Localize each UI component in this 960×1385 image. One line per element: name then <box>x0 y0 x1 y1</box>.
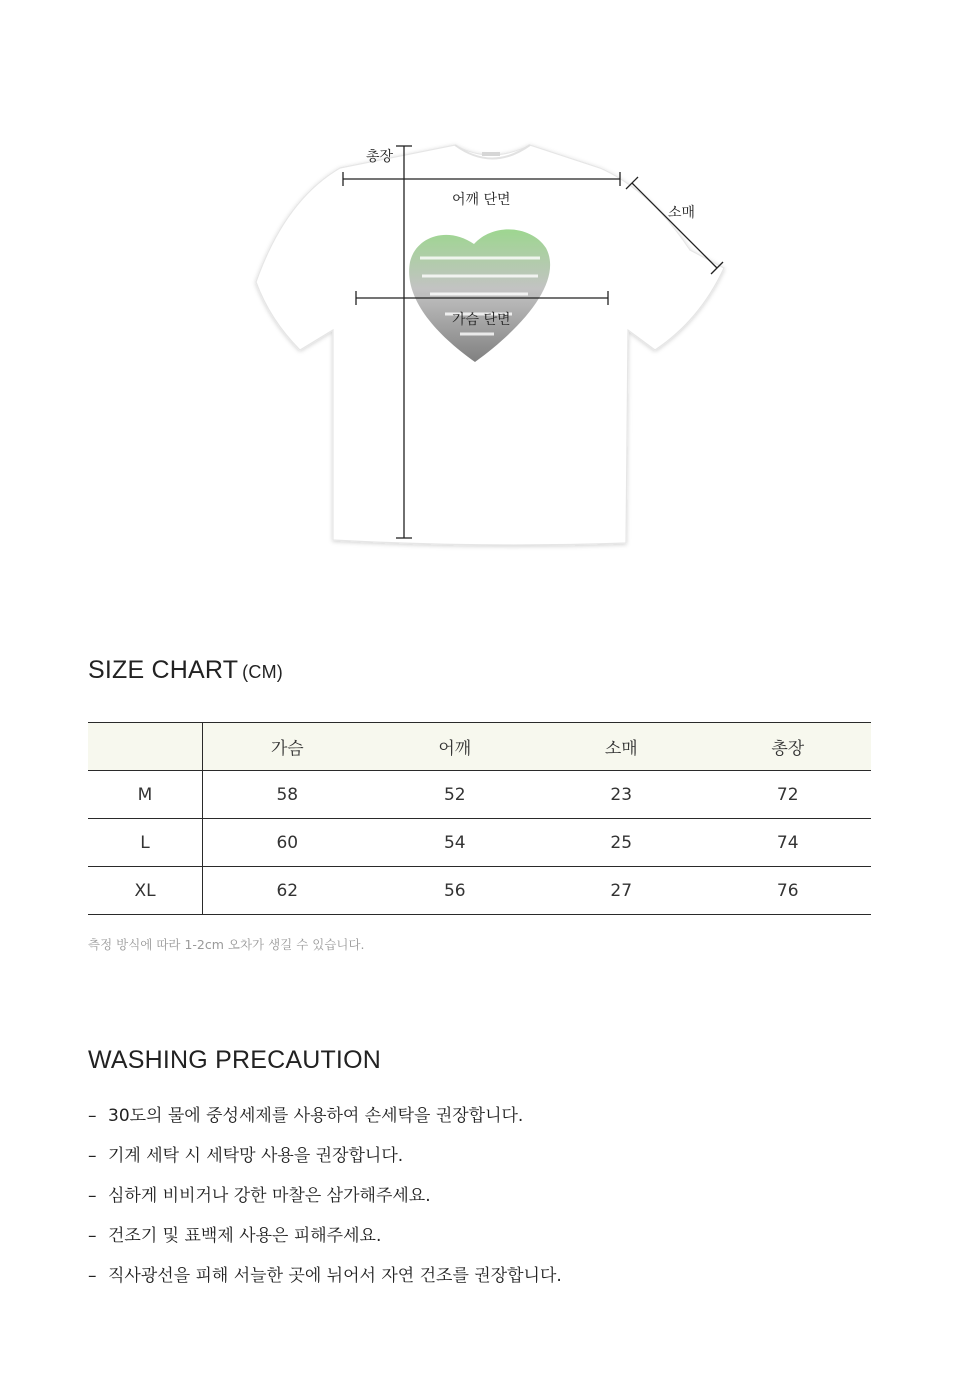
size-chart-unit: (CM) <box>242 662 283 682</box>
size-cell: L <box>88 819 203 867</box>
value-cell: 25 <box>538 819 704 867</box>
list-item <box>88 1102 562 1142</box>
dash: – <box>88 1266 97 1286</box>
list-item <box>88 1262 562 1302</box>
value-cell: 27 <box>538 867 704 915</box>
table-row <box>88 867 871 915</box>
list-item-text: 건조기 및 표백제 사용은 피해주세요. <box>108 1226 382 1246</box>
table-row <box>88 771 871 819</box>
value-cell: 74 <box>704 819 871 867</box>
list-item-text: 기계 세탁 시 세탁망 사용을 권장합니다. <box>108 1146 404 1166</box>
shoulder-label: 어깨 단면 <box>452 192 511 208</box>
value-cell: 54 <box>372 819 538 867</box>
header-cell-shoulder: 어깨 <box>372 723 538 771</box>
size-cell: XL <box>88 867 203 915</box>
header-cell-sleeve: 소매 <box>538 723 704 771</box>
size-cell: M <box>88 771 203 819</box>
value-cell: 62 <box>203 867 372 915</box>
value-cell: 56 <box>372 867 538 915</box>
washing-title: WASHING PRECAUTION <box>88 1046 381 1074</box>
chest-label: 가슴 단면 <box>452 312 511 328</box>
size-chart-title-text: SIZE CHART <box>88 656 239 684</box>
dash: – <box>88 1106 97 1126</box>
size-chart-table <box>88 722 871 915</box>
table-header-row <box>88 723 871 771</box>
header-cell-length: 총장 <box>704 723 871 771</box>
tshirt-illustration <box>0 0 960 600</box>
size-chart-title <box>88 656 283 685</box>
washing-list <box>88 1102 562 1302</box>
list-item <box>88 1222 562 1262</box>
list-item-text: 심하게 비비거나 강한 마찰은 삼가해주세요. <box>108 1186 431 1206</box>
sleeve-label: 소매 <box>668 205 696 221</box>
list-item <box>88 1182 562 1222</box>
measurement-note: 측정 방식에 따라 1-2cm 오차가 생길 수 있습니다. <box>88 937 365 952</box>
table-row <box>88 819 871 867</box>
list-item-text: 직사광선을 피해 서늘한 곳에 뉘어서 자연 건조를 권장합니다. <box>108 1266 562 1286</box>
dash: – <box>88 1146 97 1166</box>
value-cell: 58 <box>203 771 372 819</box>
value-cell: 52 <box>372 771 538 819</box>
list-item-text: 30도의 물에 중성세제를 사용하여 손세탁을 권장합니다. <box>108 1106 524 1126</box>
header-cell-chest: 가슴 <box>203 723 372 771</box>
dash: – <box>88 1226 97 1246</box>
value-cell: 76 <box>704 867 871 915</box>
header-cell-size <box>88 723 203 771</box>
value-cell: 72 <box>704 771 871 819</box>
length-label: 총장 <box>366 149 394 165</box>
value-cell: 60 <box>203 819 372 867</box>
list-item <box>88 1142 562 1182</box>
dash: – <box>88 1186 97 1206</box>
value-cell: 23 <box>538 771 704 819</box>
measurement-diagram <box>0 0 960 600</box>
